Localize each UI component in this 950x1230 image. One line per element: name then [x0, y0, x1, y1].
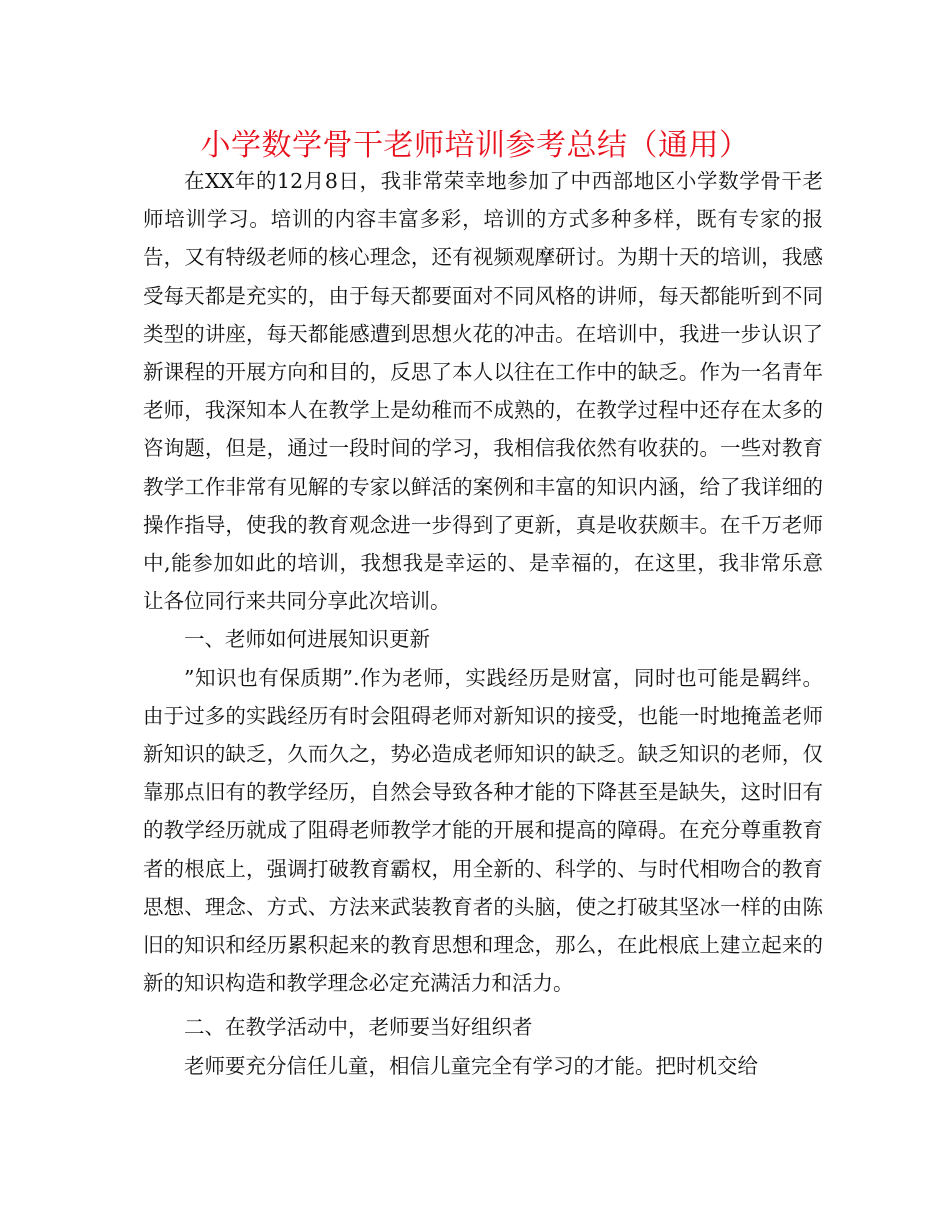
document-body [143, 162, 823, 1085]
section-heading-2: 二、在教学活动中，老师要当好组织者 [184, 1015, 533, 1040]
paragraph-intro: 在XX年的12月8日，我非常荣幸地参加了中西部地区小学数学骨干老师培训学习。培训的内容丰富多彩，培训的方式多种多样，既有专家的报告，又有特级老师的核心理念，还有视频观摩研讨。为期十天的培训，我感受每天都是充实的，由于每天都要面对不同风格的讲师，每天都能听到不同类型的讲座，每天都能感遭到思想火花的冲击。在培训中，我进一步认识了新课程的开展方向和目的，反思了本人以往在工作中的缺乏。作为一名青年老师，我深知本人在教学上是幼稚而不成熟的，在教学过程中还存在太多的咨询题，但是，通过一段时间的学习，我相信我依然有收获的。一些对教育教学工作非常有见解的专家以鲜活的案例和丰富的知识内涵，给了我详细的操作指导，使我的教育观念进一步得到了更新，真是收获颇丰。在千万老师中,能参加如此的培训，我想我是幸运的、是幸福的，在这里，我非常乐意让各位同行来共同分享此次培训。 [143, 169, 823, 614]
section-heading-1: 一、老师如何进展知识更新 [184, 627, 430, 652]
document-title: 小学数学骨干老师培训参考总结（通用） [200, 128, 750, 163]
paragraph-organizer: 老师要充分信任儿童，相信儿童完全有学习的才能。把时机交给 [184, 1053, 758, 1078]
paragraph-knowledge-update: ”知识也有保质期”.作为老师，实践经历是财富，同时也可能是羁绊。由于过多的实践经历有时会阻碍老师对新知识的接受，也能一时地掩盖老师新知识的缺乏，久而久之，势必造成老师知识的缺乏。缺乏知识的老师，仅靠那点旧有的教学经历，自然会导致各种才能的下降甚至是缺失，这时旧有的教学经历就成了阻碍老师教学才能的开展和提高的障碍。在充分尊重教育者的根底上，强调打破教育霸权，用全新的、科学的、与时代相吻合的教育思想、理念、方式、方法来武装教育者的头脑，使之打破其坚冰一样的由陈旧的知识和经历累积起来的教育思想和理念，那么，在此根底上建立起来的新的知识构造和教学理念必定充满活力和活力。 [143, 665, 823, 996]
